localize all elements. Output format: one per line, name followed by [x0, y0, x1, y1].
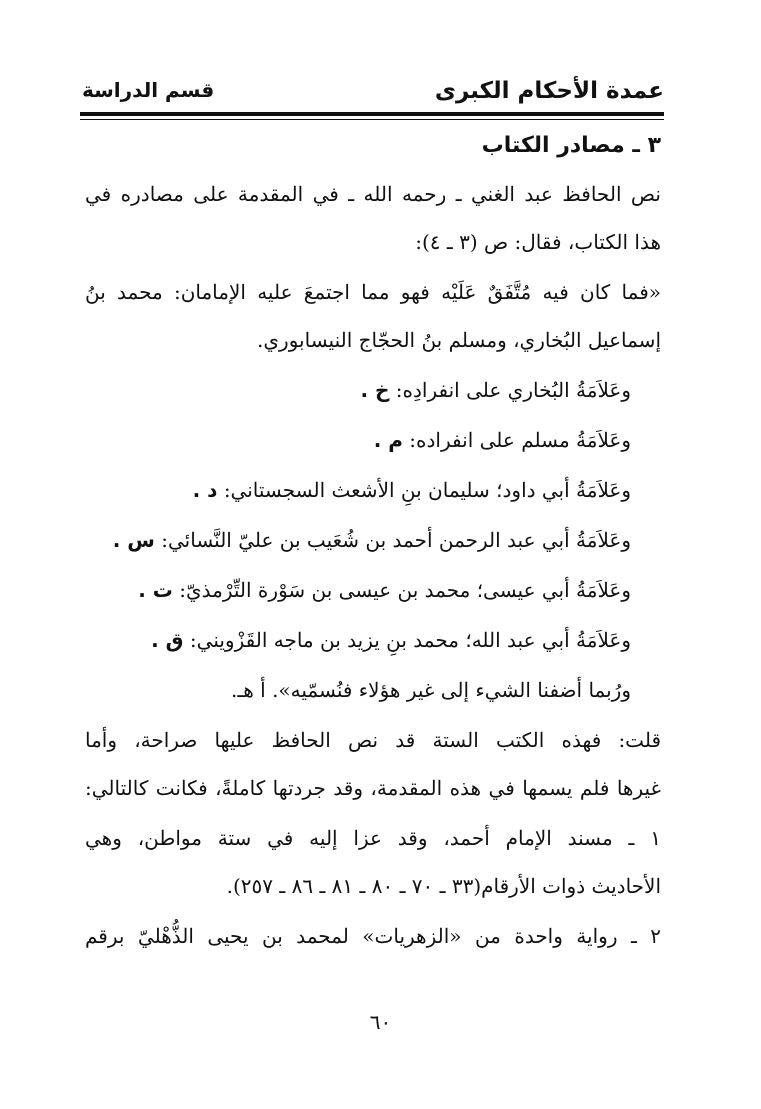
paragraph-line: هذا الكتاب، فقال: ص (٣ ـ ٤):: [415, 230, 661, 254]
page-number: ٦٠: [369, 1010, 392, 1034]
symbol-ibnmajah: ق .: [151, 628, 184, 652]
header-rule-thin: [80, 119, 664, 120]
symbol-line-ibnmajah: [151, 630, 631, 650]
symbol-line-text: وعَلاَمَةُ أبي عيسى؛ محمد بن عيسى بن سَوْرة التِّرْمذيّ:: [179, 578, 631, 602]
symbol-nasai: س .: [112, 528, 155, 552]
running-header: [82, 78, 664, 114]
symbol-muslim: م .: [373, 428, 403, 452]
paragraph-line: قلت: فهذه الكتب الستة قد نص الحافظ عليها صراحة، وأما: [85, 728, 662, 752]
symbol-abudawud: د .: [192, 478, 218, 502]
section-heading: ٣ ـ مصادر الكتاب: [481, 133, 661, 158]
symbol-bukhari: خ .: [360, 378, 390, 402]
book-title: عمدة الأحكام الكبرى: [434, 78, 664, 104]
symbol-tirmidhi: ت .: [138, 578, 173, 602]
paragraph-line: نص الحافظ عبد الغني ـ رحمه الله ـ في المقدمة على مصادره في: [85, 182, 661, 206]
list-item-line: ٢ ـ رواية واحدة من «الزهريات» لمحمد بن يحيى الذُّهْليّ برقم: [85, 924, 661, 948]
symbol-line-text: وعَلاَمَةُ مسلم على انفراده:: [409, 428, 631, 452]
symbol-line-text: وعَلاَمَةُ أبي داود؛ سليمان بنِ الأشعث السجستاني:: [223, 478, 631, 502]
quote-line: إسماعيل البُخاري، ومسلم بنُ الحجّاج النيسابوري.: [257, 328, 661, 352]
symbol-line-abudawud: [193, 480, 631, 500]
symbol-line-muslim: [374, 430, 631, 450]
list-item-line: الأحاديث ذوات الأرقام(٣٣ ـ ٧٠ ـ ٨٠ ـ ٨١ ـ ٨٦ ـ ٢٥٧).: [226, 874, 661, 898]
symbol-line-text: وعَلاَمَةُ أبي عبد الله؛ محمد بنِ يزيد بن ماجه القَزْويني:: [189, 628, 631, 652]
paragraph-line: غيرها فلم يسمها في هذه المقدمة، وقد جردتها كاملةً، فكانت كالتالي:: [85, 776, 661, 800]
symbol-line-nasai: [113, 530, 631, 550]
symbol-line-text: وعَلاَمَةُ أبي عبد الرحمن أحمد بن شُعَيب بن عليّ النَّسائي:: [161, 528, 631, 552]
list-item-line: ١ ـ مسند الإمام أحمد، وقد عزا إليه في ستة مواطن، وهي: [85, 826, 661, 850]
symbol-line-tirmidhi: [138, 580, 631, 600]
header-rule-thick: [80, 112, 664, 116]
quote-closing-line: ورُبما أضفنا الشيء إلى غير هؤلاء فنُسمّيه». أ هـ.: [231, 678, 631, 702]
section-title: قسم الدراسة: [82, 78, 215, 102]
quote-line: «فما كان فيه مُتَّفَقٌ عَلَيْه فهو مما اجتمعَ عليه الإمامان: محمد بنُ: [85, 280, 661, 304]
symbol-line-bukhari: [360, 380, 631, 400]
symbol-line-text: وعَلاَمَةُ البُخاري على انفرادِه:: [395, 378, 631, 402]
